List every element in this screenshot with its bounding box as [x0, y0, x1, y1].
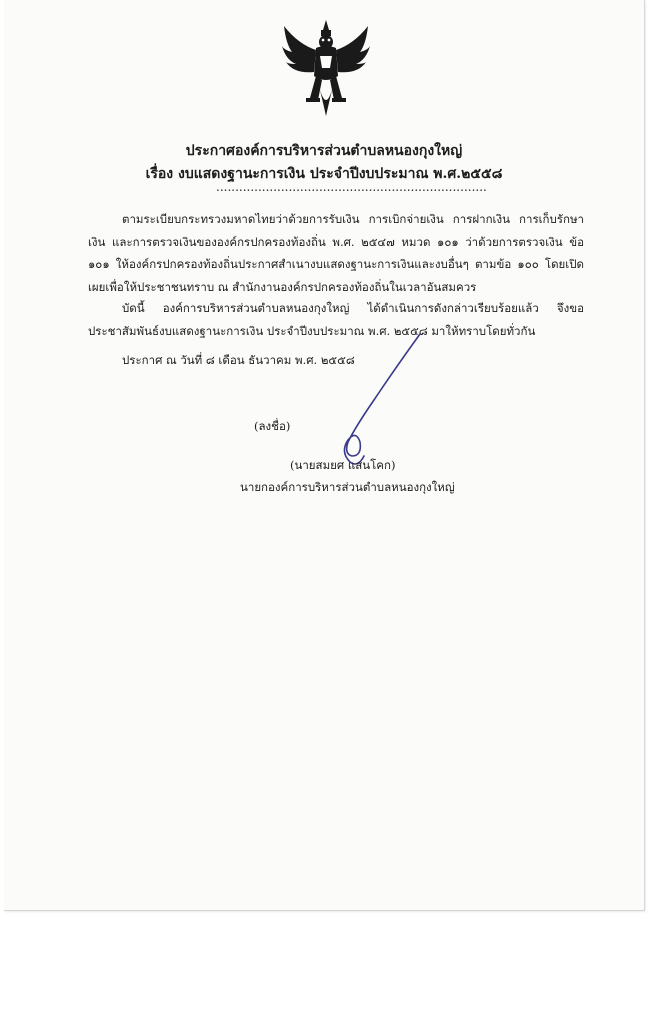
paragraph-publication-text: บัดนี้ องค์การบริหารส่วนตำบลหนองกุงใหญ่ ได้ดำเนินการดังกล่าวเรียบร้อยแล้ว จึงขอประชาสัมพันธ์งบแสดงฐานะการเงิน ประจำปีงบประมาณ พ.ศ. ๒๕๕๘ มาให้ทราบโดยทั่วกัน: [88, 301, 584, 338]
handwritten-signature: [304, 330, 434, 470]
announcement-title: ประกาศองค์การบริหารส่วนตำบลหนองกุงใหญ่: [185, 143, 463, 159]
paragraph-regulation-text: ตามระเบียบกระทรวงมหาดไทยว่าด้วยการรับเงิน การเบิกจ่ายเงิน การฝากเงิน การเก็บรักษาเงิน และการตรวจเงินขององค์กรปกครองท้องถิ่น พ.ศ. ๒๕๔๗ หมวด ๑๐๑ ว่าด้วยการตรวจเงิน ข้อ ๑๐๑ ให้องค์กรปกครองท้องถิ่นประกาศสำเนางบแสดงฐานะการเงินและงบอื่นๆ ตามข้อ ๑๐๐ โดยเปิดเผยเพื่อให้ประชาชนทราบ ณ สำนักงานองค์กรปกครองท้องถิ่นในเวลาอันสมควร: [88, 212, 584, 294]
announcement-subject: เรื่อง งบแสดงฐานะการเงิน ประจำปีงบประมาณ พ.ศ.๒๕๕๘: [145, 166, 503, 182]
paragraph-regulation: [88, 208, 584, 298]
signatory-name: (นายสมยศ แสนโคก): [290, 458, 396, 472]
garuda-emblem-icon: [280, 18, 372, 118]
announcement-date: ประกาศ ณ วันที่ ๘ เดือน ธันวาคม พ.ศ. ๒๕๕๘: [122, 353, 355, 367]
document-page: [4, 0, 645, 911]
signatory-position: นายกองค์การบริหารส่วนตำบลหนองกุงใหญ่: [240, 480, 455, 494]
signature-label: (ลงชื่อ): [254, 419, 291, 433]
title-divider: .......................................................................: [216, 180, 487, 194]
